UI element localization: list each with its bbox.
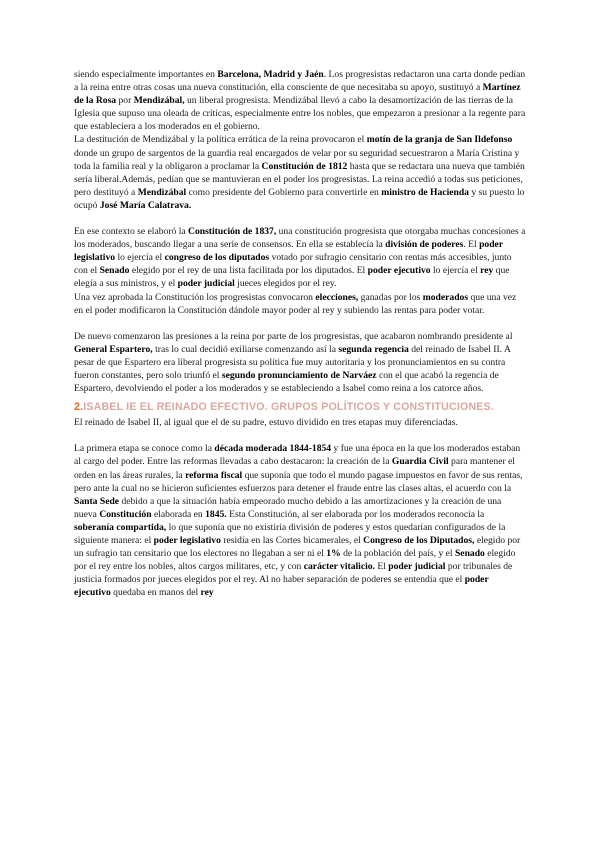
text-run: . Los progresistas redactaron una carta donde pedían a la reina entre otras cosas una nueva constitución, ella consciente de que necesitaba su apoyo, sustituyó a: [74, 69, 526, 94]
bold-term: motín de la granja de San Ildefonso: [366, 134, 513, 146]
text-run: ganadas por los: [358, 291, 423, 303]
text-run: una constitución progresista que otorgaba muchas concesiones a los moderados, buscando llegar a una serie de consensos. En ella se establecía la: [74, 226, 526, 251]
bold-term: poder judicial: [388, 561, 446, 573]
text-run: tras lo cual decidió exiliarse comenzando así la: [152, 343, 339, 355]
bold-term: elecciones,: [315, 291, 359, 303]
bold-term: Senado: [454, 548, 485, 560]
text-run: La destitución de Mendizábal y la política errática de la reina provocaron el: [74, 134, 367, 146]
bold-term: rey: [200, 587, 214, 599]
bold-term: segunda regencia: [338, 343, 409, 355]
text-run: que suponía que todo el mundo pagase impuestos en favor de sus rentas, pero ante la cual no se hicieron suficientes esfuerzos para detener el fraude entre las clases altas, el acuerdo con la: [74, 469, 523, 494]
paragraph-spacer: [74, 317, 526, 330]
text-run: elegido por el rey de una lista facilitada por los diputados. El: [129, 265, 368, 277]
text-run: hasta que se redactara una nueva que también sería liberal.Además, pedían que se mantuvieran en el poder los progresistas. La reina accedió a todas sus peticiones, pero destituyó a: [74, 160, 525, 198]
text-run: . El: [463, 239, 480, 251]
bold-term: José María Calatrava.: [99, 199, 192, 211]
text-run: elaborada en: [151, 508, 206, 520]
paragraph-p6: [74, 416, 526, 429]
bold-term: carácter vitalicio.: [303, 561, 375, 573]
bold-term: poder ejecutivo: [367, 265, 431, 277]
text-run: De nuevo comenzaron las presiones a la reina por parte de los progresistas, que acabaron nombrando presidente al: [74, 330, 513, 342]
bold-term: Mendizábal: [137, 186, 187, 198]
bold-term: poder legislativo: [153, 535, 221, 546]
text-run: un liberal progresista. Mendizábal llevó a cabo la desamortización de las tierras de la Iglesia que supuso una oleada de críticas, especialmente entre los nobles, que empezaron a presionar a la regente para que estableciera a los moderados en el gobierno.: [74, 95, 526, 133]
bold-term: General Espartero,: [74, 343, 153, 355]
text-run: La primera etapa se conoce como la: [74, 443, 215, 455]
text-run: que una vez en el poder modificaron la Constitución dándole mayor poder al rey y subiendo las rentas para poder votar.: [74, 291, 517, 316]
bold-term: Mendizábal,: [133, 95, 185, 107]
bold-term: reforma fiscal: [185, 469, 243, 481]
bold-term: 1845.: [205, 508, 227, 520]
paragraph-p4: [74, 291, 526, 317]
text-run: para mantener el orden en las áreas rurales, la: [74, 456, 515, 481]
paragraph-spacer: [74, 429, 526, 442]
text-run: con el que acabó la regencia de Espartero, devolviendo el poder a los moderados y se estableciendo a Isabel como reina a los catorce años.: [74, 369, 499, 395]
document-body: [74, 68, 526, 599]
paragraph-spacer: [74, 212, 526, 225]
text-run: por: [116, 95, 134, 107]
bold-term: Constitución: [99, 508, 152, 520]
bold-term: división de poderes: [385, 239, 464, 251]
section-title: ISABEL IE EL REINADO EFECTIVO. GRUPOS POLÍTICOS Y CONSTITUCIONES.: [83, 401, 494, 414]
bold-term: segundo pronunciamiento de Narváez: [221, 369, 377, 381]
text-run: quedaba en manos del: [110, 587, 201, 599]
text-run: del reinado de Isabel II. A pesar de que Espartero era liberal progresista su política fue muy autoritaria y los pronunciamientos en su contra fueron constantes, pero solo triunfó el: [74, 343, 511, 381]
bold-term: Constitución de 1837,: [188, 226, 277, 238]
text-run: de la población del país, y el: [340, 548, 455, 560]
bold-term: congreso de los diputados: [164, 252, 270, 264]
text-run: debido a que la situación había empeorado mucho debido a las amortizaciones y la creación de una nueva: [74, 495, 502, 520]
text-run: lo ejercía el: [430, 265, 481, 277]
text-run: jueces elegidos por el rey.: [234, 278, 337, 290]
section-number: 2.: [74, 401, 84, 414]
section-heading: [74, 401, 526, 414]
text-run: y su puesto lo ocupó: [74, 186, 525, 211]
paragraph-p2: [74, 133, 526, 212]
bold-term: Martínez de la Rosa: [74, 82, 521, 107]
bold-term: Santa Sede: [74, 495, 120, 507]
paragraph-p5: [74, 330, 526, 395]
text-run: donde un grupo de sargentos de la guardia real encargados de velar por su seguridad secuestraron a María Cristina y toda la familia real y la obligaron a proclamar la: [74, 147, 520, 172]
text-run: y fue una época en la que los moderados estaban al cargo del poder. Entre las reformas llevadas a cabo destacaron: la creación de la: [74, 443, 521, 468]
text-run: El: [374, 561, 389, 573]
bold-term: Senado: [99, 265, 130, 277]
bold-term: rey: [480, 265, 494, 277]
bold-term: soberanía compartida,: [74, 521, 167, 533]
text-run: que elegía a sus ministros, y el: [74, 265, 510, 290]
text-run: En ese contexto se elaboró la: [74, 226, 189, 238]
bold-term: poder judicial: [177, 278, 235, 290]
bold-term: Guardia Civil: [391, 456, 449, 468]
text-run: Esta Constitución, al ser elaborada por los moderados reconocía la: [226, 508, 485, 520]
text-run: residía en las Cortes bicamerales, el: [220, 535, 364, 546]
paragraph-p3: [74, 225, 526, 290]
text-run: siendo especialmente importantes en: [74, 69, 218, 80]
text-run: lo ejercía el: [115, 252, 165, 264]
bold-term: poder ejecutivo: [74, 574, 489, 599]
text-run: votado por sufragio censitario con rentas más accesibles, junto con el: [74, 252, 512, 277]
bold-term: Congreso de los Diputados,: [363, 535, 475, 546]
paragraph-p1: [74, 68, 526, 133]
text-run: El reinado de Isabel II, al igual que el de su padre, estuvo dividido en tres etapas muy diferenciadas.: [74, 417, 458, 429]
bold-term: moderados: [422, 291, 469, 303]
text-run: elegido por un sufragio tan censitario que los electores no llegaban a ser ni el: [74, 535, 521, 560]
text-run: por tribunales de justicia formados por jueces elegidos por el rey. Al no haber separación de poderes se entendía que el: [74, 561, 513, 586]
bold-term: 1%: [326, 548, 341, 560]
text-run: elegido por el rey entre los nobles, altos cargos militares, etc, y con: [74, 548, 516, 573]
bold-term: década moderada 1844-1854: [214, 443, 332, 455]
bold-term: ministro de Hacienda: [381, 186, 469, 198]
bold-term: Barcelona, Madrid y Jaén: [217, 69, 324, 80]
text-run: como presidente del Gobierno para convertirle en: [186, 186, 382, 198]
text-run: Una vez aprobada la Constitución los progresistas convocaron: [74, 291, 316, 303]
paragraph-p7: [74, 442, 526, 599]
bold-term: poder legislativo: [74, 239, 503, 264]
text-run: lo que suponía que no existiría división de poderes y estos quedarían configurados de la siguiente manera: el: [74, 521, 506, 546]
bold-term: Constitución de 1812: [261, 160, 348, 172]
